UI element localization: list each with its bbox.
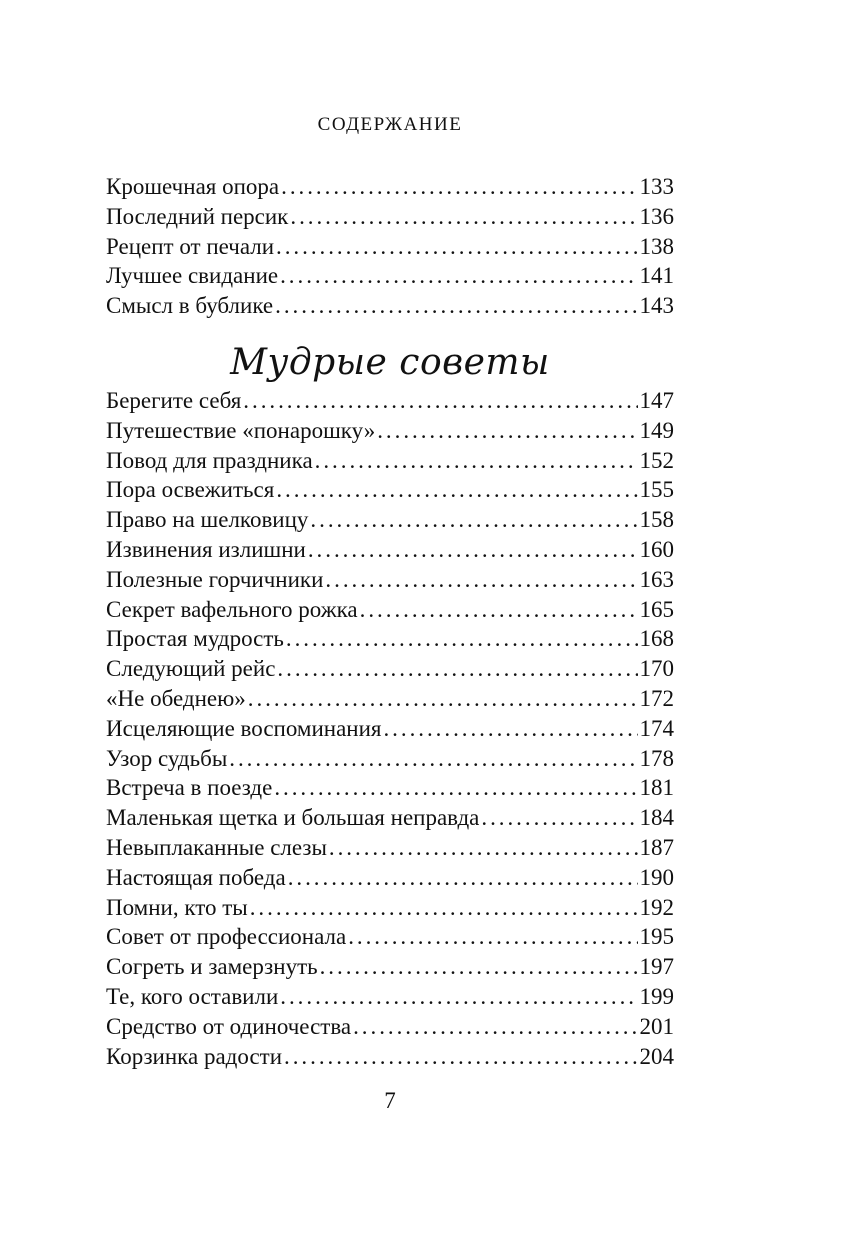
toc-entry-page: 136: [639, 203, 674, 229]
leader-dots: [284, 1042, 637, 1072]
leader-dots: [329, 833, 638, 863]
toc-entry-page: 158: [639, 507, 674, 533]
toc-entry-page: 152: [639, 447, 674, 473]
toc-entry-title: Совет от профессионала: [106, 924, 347, 950]
toc-entry[interactable]: [106, 773, 674, 803]
leader-dots: [277, 654, 637, 684]
leader-dots: [286, 624, 638, 654]
leader-dots: [315, 446, 638, 476]
toc-entry-title: Узор судьбы: [106, 745, 228, 771]
toc-entry[interactable]: [106, 654, 674, 684]
toc-entry-page: 141: [639, 263, 674, 289]
toc-entry-page: 143: [639, 293, 674, 319]
toc-entry-page: 174: [639, 715, 674, 741]
toc-entry[interactable]: [106, 922, 674, 952]
toc-entry-page: 199: [639, 983, 674, 1009]
toc-entry[interactable]: [106, 952, 674, 982]
toc-entry-title: Помни, кто ты: [106, 894, 248, 920]
toc-entry-page: 201: [639, 1013, 674, 1039]
toc-entry[interactable]: [106, 595, 674, 625]
toc-entry-title: Согреть и замерзнуть: [106, 954, 318, 980]
toc-entry-title: Настоящая победа: [106, 864, 286, 890]
toc-entry-page: 138: [639, 233, 674, 259]
toc-entry-page: 190: [639, 864, 674, 890]
toc-entry[interactable]: [106, 1012, 674, 1042]
leader-dots: [383, 714, 637, 744]
toc-entry-title: Исцеляющие воспоминания: [106, 715, 382, 741]
leader-dots: [288, 863, 638, 893]
leader-dots: [280, 982, 637, 1012]
toc-entry-title: Лучшее свидание: [106, 263, 279, 289]
toc-entry-title: Секрет вафельного рожка: [106, 596, 358, 622]
toc-entry-page: 133: [639, 174, 674, 199]
toc-entry-title: Следующий рейс: [106, 656, 276, 682]
toc-entry-page: 187: [639, 834, 674, 860]
toc-entry-page: 165: [639, 596, 674, 622]
toc-entry-title: Рецепт от печали: [106, 233, 275, 259]
leader-dots: [290, 202, 637, 232]
toc-entry[interactable]: [106, 202, 674, 232]
toc-entry-title: «Не обеднею»: [106, 685, 246, 711]
toc-entry-page: 160: [639, 536, 674, 562]
toc-entry[interactable]: [106, 714, 674, 744]
toc-entry-title: Крошечная опора: [106, 174, 280, 199]
toc-entry[interactable]: [106, 416, 674, 446]
toc-entry-page: 181: [639, 775, 674, 801]
toc-list-section-2: [106, 386, 674, 1071]
toc-entry[interactable]: [106, 505, 674, 535]
leader-dots: [481, 803, 637, 833]
toc-entry-title: Простая мудрость: [106, 626, 284, 652]
leader-dots: [377, 416, 637, 446]
toc-entry-page: 168: [639, 626, 674, 652]
leader-dots: [320, 952, 638, 982]
toc-entry[interactable]: [106, 624, 674, 654]
leader-dots: [243, 386, 637, 416]
toc-entry-page: 147: [639, 388, 674, 413]
toc-entry-title: Корзинка радости: [106, 1043, 283, 1069]
toc-entry[interactable]: [106, 863, 674, 893]
toc-entry[interactable]: [106, 291, 674, 321]
leader-dots: [275, 291, 637, 321]
toc-entry-page: 163: [639, 566, 674, 592]
toc-entry-title: Смысл в бублике: [106, 293, 274, 319]
leader-dots: [360, 595, 638, 625]
toc-entry[interactable]: [106, 803, 674, 833]
toc-entry-title: Те, кого оставили: [106, 983, 279, 1009]
toc-entry-title: Путешествие «понарошку»: [106, 417, 376, 443]
toc-entry-page: 178: [639, 745, 674, 771]
leader-dots: [276, 475, 637, 505]
leader-dots: [229, 744, 637, 774]
toc-entry-title: Средство от одиночества: [106, 1013, 352, 1039]
toc-entry-title: Полезные горчичники: [106, 566, 324, 592]
toc-entry-title: Право на шелковицу: [106, 507, 309, 533]
section-heading: Мудрые советы: [230, 342, 550, 383]
toc-entry-page: 170: [639, 656, 674, 682]
toc-entry-page: 192: [639, 894, 674, 920]
toc-entry[interactable]: [106, 535, 674, 565]
toc-entry[interactable]: [106, 982, 674, 1012]
leader-dots: [353, 1012, 637, 1042]
page-number: 7: [384, 1088, 396, 1113]
toc-entry-page: 195: [639, 924, 674, 950]
toc-entry-page: 204: [639, 1043, 674, 1069]
toc-entry-title: Берегите себя: [106, 388, 242, 413]
leader-dots: [310, 505, 637, 535]
toc-entry[interactable]: [106, 684, 674, 714]
leader-dots: [274, 773, 637, 803]
toc-entry-title: Невыплаканные слезы: [106, 834, 327, 860]
toc-entry-title: Встреча в поезде: [106, 775, 273, 801]
toc-entry[interactable]: [106, 261, 674, 291]
leader-dots: [250, 893, 638, 923]
toc-entry[interactable]: [106, 172, 674, 202]
toc-entry[interactable]: [106, 893, 674, 923]
toc-entry-title: Пора освежиться: [106, 477, 275, 503]
leader-dots: [348, 922, 637, 952]
leader-dots: [308, 535, 638, 565]
toc-entry-title: Последний персик: [106, 203, 289, 229]
toc-entry[interactable]: [106, 565, 674, 595]
toc-entry-title: Повод для праздника: [106, 447, 313, 473]
toc-entry[interactable]: [106, 833, 674, 863]
toc-entry-page: 184: [639, 805, 674, 831]
leader-dots: [276, 232, 637, 262]
leader-dots: [248, 684, 638, 714]
toc-entry-title: Маленькая щетка и большая неправда: [106, 805, 480, 831]
toc-list-section-1: [106, 172, 674, 321]
leader-dots: [281, 172, 637, 202]
toc-entry[interactable]: [106, 475, 674, 505]
toc-entry[interactable]: [106, 446, 674, 476]
leader-dots: [325, 565, 637, 595]
toc-entry[interactable]: [106, 744, 674, 774]
toc-entry-page: 172: [639, 685, 674, 711]
leader-dots: [280, 261, 637, 291]
toc-entry-page: 149: [639, 417, 674, 443]
toc-entry-page: 155: [639, 477, 674, 503]
toc-entry[interactable]: [106, 386, 674, 416]
toc-entry[interactable]: [106, 232, 674, 262]
running-head: СОДЕРЖАНИЕ: [317, 114, 463, 135]
toc-entry-title: Извинения излишни: [106, 536, 306, 562]
toc-entry-page: 197: [639, 954, 674, 980]
toc-entry[interactable]: [106, 1042, 674, 1072]
